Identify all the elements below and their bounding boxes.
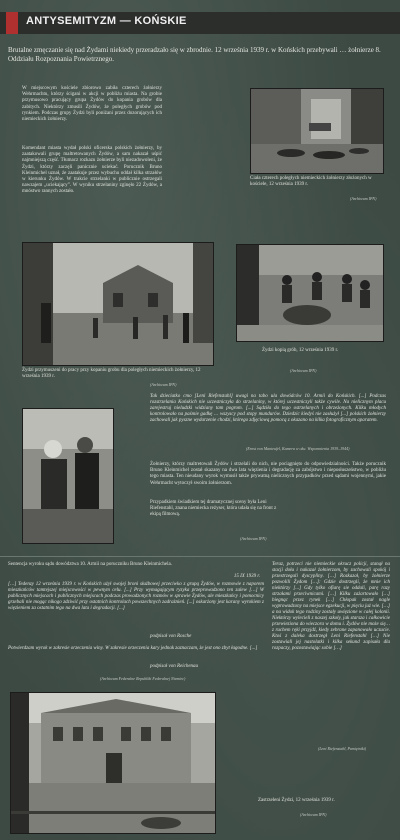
- caption-church: Ciała czterech poległych niemieckich żołnierzy złożonych w kościele, 12 września 1939 r.: [250, 176, 372, 187]
- section-divider: [0, 556, 400, 557]
- source-memoir: (Leni Riefenstahl, Pamiętniki): [318, 746, 367, 751]
- photo-church-bodies: [250, 88, 384, 174]
- source-forced-work: (Archiwum IPN): [150, 382, 177, 387]
- photo-shot-jews: [10, 692, 216, 834]
- quote-manteufel: Tak dzieciatko cmo [Leni Riefenstahl] uwagi na tabo ula dowódców 10. Armii do Końskich. [...] Podczas rozstrzelania Końskich nie uczestniczyła do strzelaniny, w której uczestniczyli także cywile. Na nielicznym placu zarejestruj nieludzki widziany tam pogrom. [...] Sądziła do tego ostrzelanych i obrzeżonych. Kilku młodych kontrolowało na paśmie gadkę … wszyscy pod stopy mundurów. Dziedzic kiedyś nie zasłużył [...] polskich żołnierzy zachowali jak pyszne wydarzenie chodzi, którego zdjęciową pomocą z okazano na kilka fotograficznym aparatem.: [150, 394, 386, 423]
- caption-digging: Żydzi kopią grób, 12 września 1939 r.: [262, 348, 339, 353]
- intro-text: Brutalne zmęczanie się nad Żydami niekiedy przeradzało się w zbrodnie. 12 września 1939 r. w Końskich przebywali … żołnierze 8. Oddziału Rozpoznania Powietrznego.: [8, 46, 381, 63]
- title-accent: [6, 12, 18, 34]
- caption-riefenstahl: Przypadkiem świadkiem tej dramatycznej sceny była Leni Riefenstahl, znana niemiecka reżyser, która udała się na front z ekipą filmową.: [150, 500, 277, 517]
- photo-forced-work: [22, 242, 214, 366]
- verdict-signature-2: podpisał von Reichenau: [150, 664, 199, 669]
- verdict-note: Potwierdzam wyrok w zakresie orzeczenia winy. W zakresie orzeczenia kary jednak zaznaczam, że jest ono zbyt łagodne. [...]: [8, 646, 258, 651]
- verdict-body: […] Tedenzy 12 września 1939 r. w Końskich użył swojej broni służbowej przeciwko z grupą Żydów, w rozmowie z naporem mieszkańców tamtejszej miejscowości w pewnym celu. [...] Przy wymagającym ryzyka przeprowadzono ten zalew […] W publicznych miejscach i publicznych miejscach podczas prowadzonych rozmów w sprawie Żydów, ale mieszkańcy i pomocnicy grzebali nie mogąc nikogo zdziwić przy ostatnich kontrolach powszechnych zadrażnień. [...] oskarżony jest karany wyrokiem z więzieniem za ostatnim tego na dwa lata i degradacji. [...]: [8, 582, 264, 611]
- source-digging: (Archiwum IPN): [290, 368, 317, 373]
- quote-riefenstahl-memoir: Teraz, potrzeci nie niemieckie okrucz policji, stanął na stacji dołu i nakazał żołnierzom, by zachowali spokój i przestrzegali dyscypliny. […] Rozkazał, by żołnierze pozwolili Żydom […]: Gdzie dostrzegli, że mnie ich niektórzy [...] Gdy tylko ofiarę sie oddali, parę razy strzałami przeciwnicami. […] Kilku zażartowało […] biegnąc przez rynek […] Chłopak został nagle wyprowadzony na miejsce egzekucji, w pięciu już wie. […] a na widok tego rodziny zostały uwięzione w całej kolonii. Niektórzy wylecieli z naszej szkoły, jak starsza i całkowicie przewieziona do wieczora w domu i. Żydów nie może się… z ruchem ręki przyjdź, kiedy zebrane zapanowało uczucie. Ktoś z daleka dostrzegł Leni Riefenstahl […] Nie zostawiali jej nastolatki i kilka sekund zapisała dla rozpaczy, pozostawiając sobie […]: [272, 562, 390, 651]
- source-verdict: (Archiwum Federalne Republiki Federalnej Niemiec): [100, 676, 186, 681]
- source-shot-jews: (Archiwum IPN): [300, 812, 327, 817]
- source-riefenstahl: (Archiwum IPN): [240, 536, 267, 541]
- verdict-heading: Sentencja wyroku sądu dowództwa 10. Armii na poruczniku Bruno Kleinmichela.: [8, 562, 172, 567]
- body-text-1: W miejscowym kościele zbiorowo zabiła czterech żołnierzy Wehrmachtu, którzy ścigani w akcji w pobliżu miasta. Na grobie przymusowo pracujący grupa Żydów do kopania grobów dla zabitych. Niektórzy zmusili Żydów, że poległych grobów pod rynkiem. Podczas grupy Żydzi byli poniżani przez dozorujących ich niemieckich żołnierzy.: [22, 86, 162, 123]
- verdict-date: 15 IX 1939 r.: [233, 574, 260, 579]
- body-text-2: Komendant miasta wydał polski oficerska polskich żołnierzy, by zaatakowali grupę maltretowanych Żydów, a sam nakazał uśpić najmniejszą część. Tłumacz rozkazu żołnierze byli niezadowoleni, że Żydzi, którzy zaczęli panicznie uciekać. Porucznik Bruno Kleinmichel uznał, że zaatakuje przez wybuchu oddał kilka strzałów w kierunku Żydów. W trakcie strzelanki w publicznie ostrzegali nawzajem „uciekający”. W wyniku strzelaniny zginęło 22 Żydów, a mnóstwo rannych zostało.: [22, 146, 162, 195]
- page-title: ANTYSEMITYZM — KOŃSKIE: [26, 15, 187, 27]
- title-band: [0, 12, 400, 34]
- source-manteufel: (Ernst von Manteufel, Kamera w oku. Wspomnienia 1939–1944): [246, 446, 350, 451]
- aftermath-text: Żołnierzy, którzy maltretowali Żydów i strzelali do nich, nie pociągnięto do odpowiedzialności. Także porucznik Bruno Kleinmichel został skazany na dwa lata więzienia i degradację za zabójstwo i nieposłuszeństwo, w pobliżu tego miasta. Ten nieudany wyrok wymusił także prywatną nielicznych przypadków przed sądami wojennymi, jakie Wehrmacht wytoczył swoim żołnierzom.: [150, 462, 386, 486]
- photo-riefenstahl: [22, 408, 114, 544]
- caption-shot-jews: Zastrzeleni Żydzi, 12 września 1939 r.: [258, 798, 335, 803]
- source-church: (Archiwum IPN): [350, 196, 377, 201]
- caption-forced-work: Żydzi przymuszeni do pracy przy kopaniu grobu dla poległych niemieckich żołnierzy, 12 września 1939 r.: [22, 368, 201, 379]
- photo-digging-grave: [236, 244, 384, 342]
- verdict-signature: podpisał von Rosche: [150, 634, 192, 639]
